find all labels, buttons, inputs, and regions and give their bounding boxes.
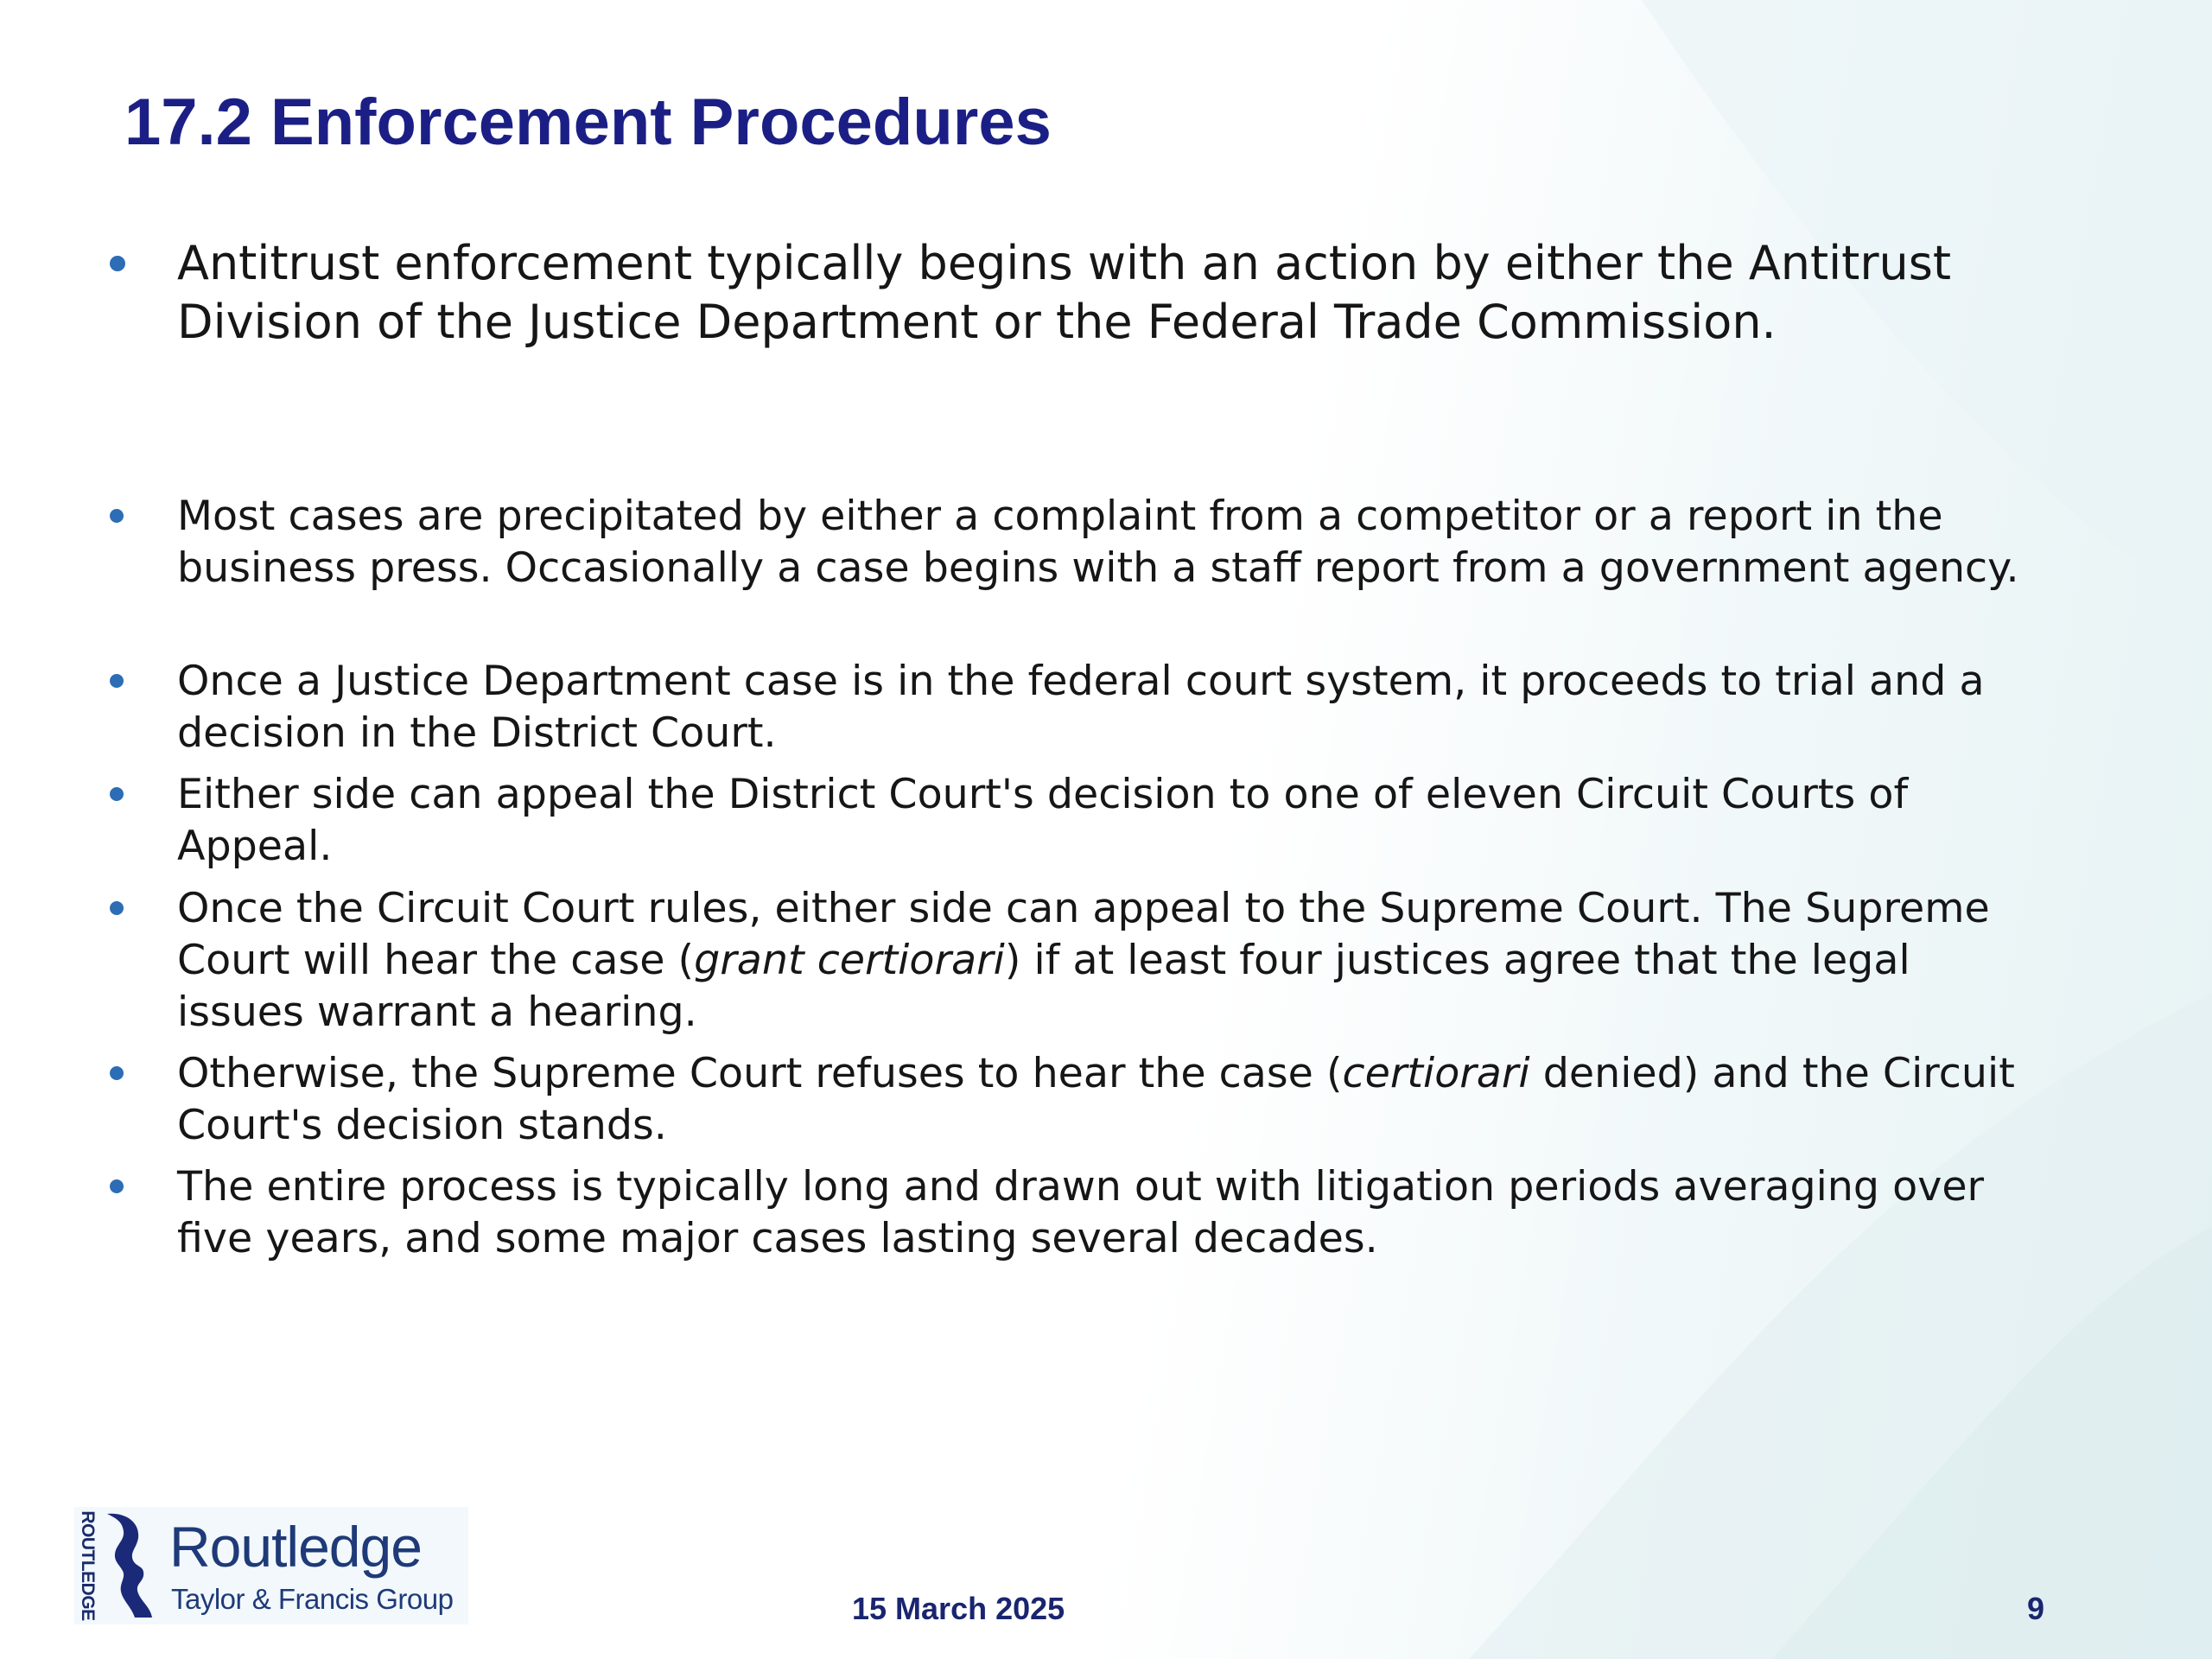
bullet-text: Antitrust enforcement typically begins with an action by either the Antitrust Division of the Justice Department or the Federal Trade Commission. — [177, 236, 1952, 349]
bullet-text: The entire process is typically long and drawn out with litigation periods averaging over five years, and some major cases lasting several decades. — [177, 1163, 1985, 1262]
bullet-text: Once a Justice Department case is in the federal court system, it proceeds to trial and a decision in the District Court. — [177, 658, 1985, 757]
bullet-item — [177, 656, 2035, 760]
bullet-dot-icon — [110, 509, 124, 523]
bullet-text: Otherwise, the Supreme Court refuses to hear the case (certiorari denied) and the Circuit Court's decision stands. — [177, 1050, 2015, 1149]
bullet-item — [177, 769, 2035, 873]
italic-term: grant certiorari — [694, 937, 1005, 984]
bullet-dot-icon — [110, 787, 124, 801]
footer-date: 15 March 2025 — [852, 1591, 1065, 1626]
bullet-item — [177, 234, 2035, 352]
bullet-dot-icon — [110, 1179, 124, 1193]
page-number: 9 — [2027, 1591, 2045, 1626]
bullet-item — [177, 1161, 2035, 1265]
bullet-text: Most cases are precipitated by either a complaint from a competitor or a report in the business press. Occasionally a case begins with a staff report from a government agency. — [177, 493, 2019, 592]
routledge-logo — [74, 1507, 468, 1624]
logo-subtitle: Taylor & Francis Group — [171, 1583, 454, 1615]
bullet-item — [177, 883, 2035, 1039]
bullet-dot-icon — [110, 901, 124, 915]
bullet-dot-icon — [110, 256, 125, 271]
bullet-dot-icon — [110, 674, 124, 688]
logo-name: Routledge — [169, 1515, 422, 1579]
italic-term: certiorari — [1342, 1050, 1530, 1097]
logo-vertical-text: ROUTLEDGE — [78, 1510, 98, 1621]
bullet-item — [177, 1048, 2035, 1152]
bullet-dot-icon — [110, 1066, 124, 1080]
slide-title: 17.2 Enforcement Procedures — [124, 86, 1052, 159]
bullet-text: Once the Circuit Court rules, either side can appeal to the Supreme Court. The Supreme Court will hear the case (grant certiorari) if at least four justices agree that the legal issues warrant a hearing. — [177, 885, 1990, 1036]
head-profile-icon — [100, 1510, 154, 1621]
bullet-item — [177, 491, 2035, 594]
bullet-text: Either side can appeal the District Court's decision to one of eleven Circuit Courts of Appeal. — [177, 771, 1909, 870]
